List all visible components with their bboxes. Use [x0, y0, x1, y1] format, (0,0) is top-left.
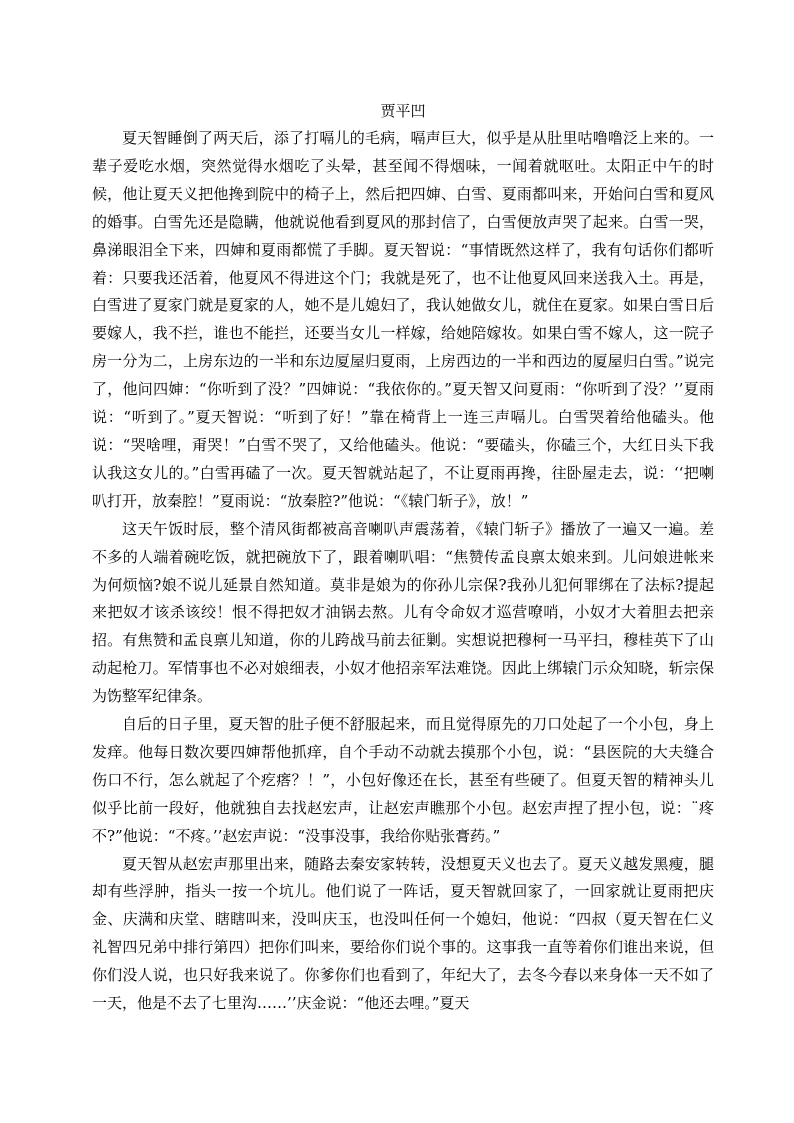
paragraph-2: 这天午饭时辰，整个清风街都被高音喇叭声震荡着，《辕门斩子》播放了一遍又一遍。差不多的人端着碗吃饭，就把碗放下了，跟着喇叭唱：“焦赞传孟良禀太娘来到。儿问娘进帐来为何烦恼?娘不说儿延景自然知道。莫非是娘为的你孙儿宗保?我孙儿犯何罪绑在了法标?提起来把奴才该杀该绞！恨不得把奴才油锅去熬。儿有令命奴才巡营嘹哨，小奴才大着胆去把亲招。有焦赞和孟良禀儿知道，你的儿跨战马前去征剿。实想说把穆柯一马平扫，穆桂英下了山动起枪刀。军情事也不必对娘细表，小奴才他招亲军法难饶。因此上绑辕门示众知晓，斩宗保为饬整军纪律条。 — [92, 519, 714, 706]
article-body — [92, 98, 714, 1018]
paragraph-4: 夏天智从赵宏声那里出来，随路去秦安家转转，没想夏天义也去了。夏天义越发黑瘦，腿却有些浮肿，指头一按一个坑儿。他们说了一阵话，夏天智就回家了，一回家就让夏雨把庆金、庆满和庆堂、瞎瞎叫来，没叫庆玉，也没叫任何一个媳妇，他说：“四叔（夏天智在仁义礼智四兄弟中排行第四）把你们叫来，要给你们说个事的。这事我一直等着你们谁出来说，但你们没人说，也只好我来说了。你爹你们也看到了，年纪大了，去冬今春以来身体一天不如了一天，他是不去了七里沟……’’庆金说：“他还去哩。”夏天 — [92, 854, 714, 1013]
paragraph-3: 自后的日子里，夏天智的肚子便不舒服起来，而且觉得原先的刀口处起了一个小包，身上发痒。他每日数次要四婶帮他抓痒，自个手动不动就去摸那个小包，说：“县医院的大夫缝合伤口不行，怎么就起了个疙瘩？！”，小包好像还在长，甚至有些硬了。但夏天智的精神头儿似乎比前一段好，他就独自去找赵宏声，让赵宏声瞧那个小包。赵宏声捏了捏小包，说：¨疼不?”他说：“不疼。’’赵宏声说：“没事没事，我给你贴张膏药。” — [92, 715, 714, 845]
author-name: 贾平凹 — [380, 102, 426, 120]
paragraph-1: 夏天智睡倒了两天后，添了打嗝儿的毛病，嗝声巨大，似乎是从肚里咕噜噜泛上来的。一辈子爱吃水烟，突然觉得水烟吃了头晕，甚至闻不得烟味，一闻着就呕吐。太阳正中午的时候，他让夏天义把他搀到院中的椅子上，然后把四婶、白雪、夏雨都叫来，开始问白雪和夏风的婚事。白雪先还是隐瞒，他就说他看到夏风的那封信了，白雪便放声哭了起来。白雪一哭，鼻涕眼泪全下来，四婶和夏雨都慌了手脚。夏天智说：“事情既然这样了，我有句话你们都听着：只要我还活着，他夏风不得进这个门；我就是死了，也不让他夏风回来送我入土。再是，白雪进了夏家门就是夏家的人，她不是儿媳妇了，我认她做女儿，就住在夏家。如果白雪日后要嫁人，我不拦，谁也不能拦，还要当女儿一样嫁，给她陪嫁妆。如果白雪不嫁人，这一院子房一分为二，上房东边的一半和东边厦屋归夏雨，上房西边的一半和西边的厦屋归白雪。”说完了，他问四婶：“你听到了没？”四婶说：“我依你的。”夏天智又问夏雨：“你听到了没？’’夏雨说：“听到了。”夏天智说：“听到了好！”靠在椅背上一连三声嗝儿。白雪哭着给他磕头。他说：“哭啥哩，甭哭！”白雪不哭了，又给他磕头。他说：“要磕头，你磕三个，大红日头下我认我这女儿的。”白雪再磕了一次。夏天智就站起了，不让夏雨再搀，往卧屋走去，说：‘‘把喇叭打开，放秦腔！”夏雨说：“放秦腔?”他说：“《辕门斩子》，放！” — [92, 129, 714, 510]
